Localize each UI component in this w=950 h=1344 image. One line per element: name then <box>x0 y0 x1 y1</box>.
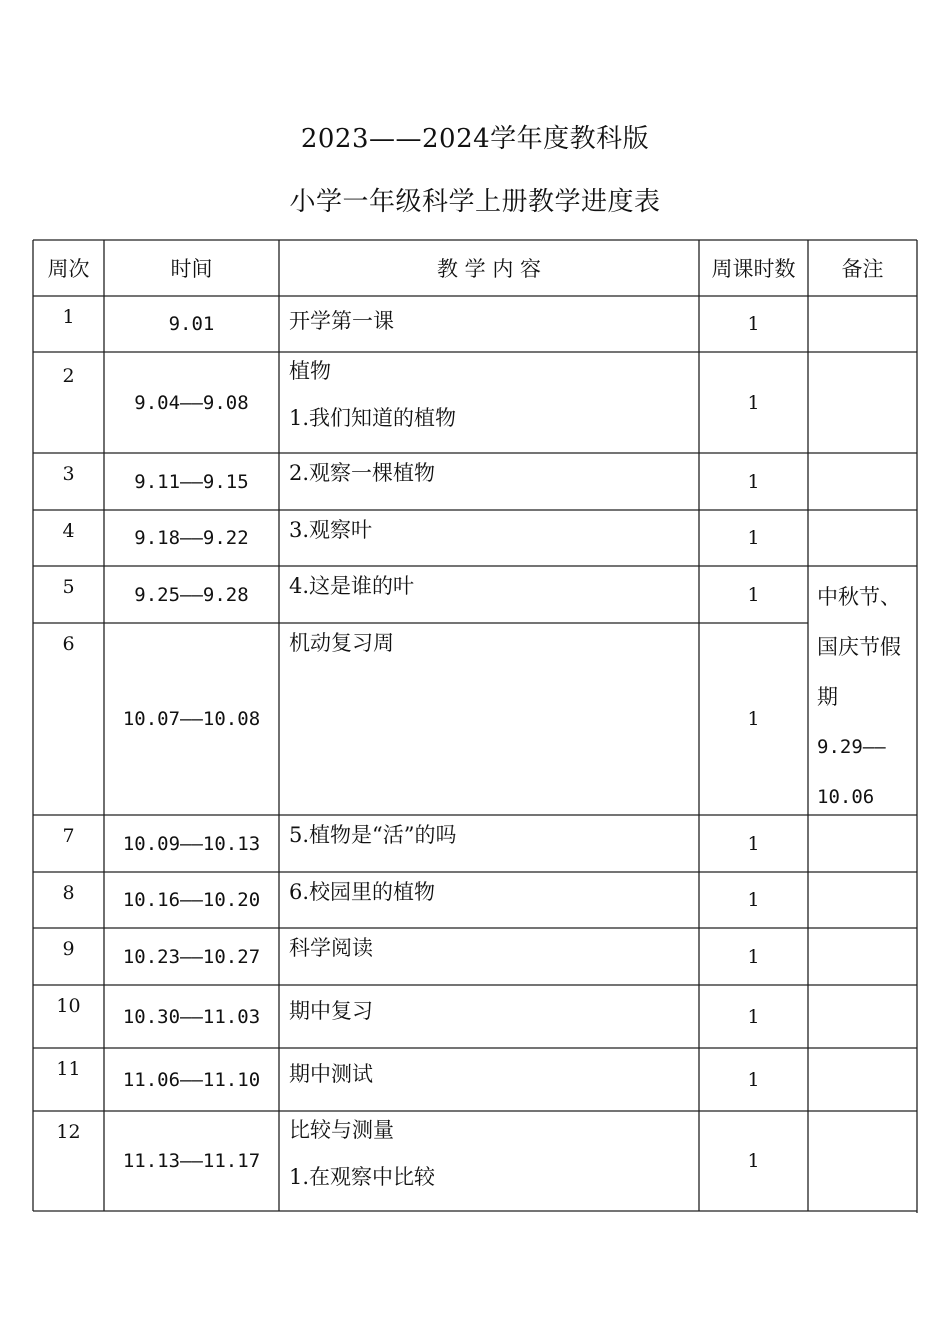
header-week: 周次 <box>47 257 90 281</box>
time-cell: 9.04——9.08 <box>134 391 249 414</box>
content-line: 期中测试 <box>289 1062 373 1086</box>
hours-cell: 1 <box>747 1068 760 1091</box>
content-line: 1.在观察中比较 <box>289 1165 436 1189</box>
note-line: 10.06 <box>817 786 875 808</box>
hours-cell: 1 <box>747 470 760 493</box>
hours-cell: 1 <box>747 313 760 335</box>
week-cell: 6 <box>62 633 75 655</box>
content-line: 比较与测量 <box>289 1118 394 1142</box>
content-cell <box>279 453 699 510</box>
document-title-line1: 2023——2024学年度教科版 <box>300 124 650 154</box>
document-title-line2: 小学一年级科学上册教学进度表 <box>289 187 661 217</box>
content-line: 植物 <box>289 359 331 383</box>
week-cell: 5 <box>62 576 75 598</box>
content-cell <box>279 352 699 453</box>
week-cell: 4 <box>62 520 75 542</box>
week-cell: 1 <box>62 306 75 328</box>
time-cell: 10.30——11.03 <box>122 1005 261 1028</box>
hours-cell: 1 <box>747 527 760 549</box>
hours-cell: 1 <box>747 708 760 730</box>
content-line: 4.这是谁的叶 <box>289 574 415 598</box>
content-line: 2.观察一棵植物 <box>289 461 436 485</box>
content-cell <box>279 296 699 352</box>
header-note: 备注 <box>841 257 884 281</box>
header-content: 教 学 内 容 <box>436 257 542 281</box>
content-line: 6.校园里的植物 <box>289 880 436 904</box>
content-cell <box>279 928 699 985</box>
time-cell: 9.18——9.22 <box>134 527 249 549</box>
week-cell: 7 <box>62 825 75 847</box>
content-line: 期中复习 <box>289 999 373 1023</box>
content-cell <box>279 1111 699 1211</box>
time-cell: 9.11——9.15 <box>134 470 249 493</box>
header-hours: 周课时数 <box>711 257 796 281</box>
time-cell: 10.23——10.27 <box>122 945 261 968</box>
content-cell <box>279 872 699 928</box>
note-line: 期 <box>817 685 838 709</box>
content-cell <box>279 510 699 566</box>
content-cell <box>279 1048 699 1111</box>
time-cell: 11.06——11.10 <box>122 1068 261 1091</box>
hours-cell: 1 <box>747 583 760 606</box>
time-cell: 10.09——10.13 <box>122 832 261 855</box>
time-cell: 9.25——9.28 <box>134 583 249 606</box>
hours-cell: 1 <box>747 1150 760 1172</box>
content-line: 3.观察叶 <box>289 518 373 542</box>
week-cell: 10 <box>56 995 81 1017</box>
content-cell <box>279 623 699 815</box>
week-cell: 9 <box>62 938 75 960</box>
hours-cell: 1 <box>747 945 760 968</box>
time-cell: 10.16——10.20 <box>122 889 261 911</box>
content-cell <box>279 985 699 1048</box>
time-cell: 9.01 <box>168 313 215 335</box>
hours-cell: 1 <box>747 832 760 855</box>
hours-cell: 1 <box>747 889 760 911</box>
note-line: 国庆节假 <box>817 635 901 659</box>
time-cell: 10.07——10.08 <box>122 708 261 730</box>
content-cell <box>279 566 699 623</box>
week-cell: 2 <box>62 365 75 387</box>
week-cell: 12 <box>56 1121 81 1143</box>
week-cell: 8 <box>62 882 75 904</box>
hours-cell: 1 <box>747 1005 760 1028</box>
week-cell: 3 <box>62 463 75 485</box>
hours-cell: 1 <box>747 391 760 414</box>
header-time: 时间 <box>170 257 213 281</box>
time-cell: 11.13——11.17 <box>122 1150 261 1172</box>
week-cell: 11 <box>56 1058 81 1080</box>
content-line: 1.我们知道的植物 <box>289 406 457 430</box>
content-cell <box>279 815 699 872</box>
holiday-note <box>808 566 917 815</box>
content-line: 科学阅读 <box>289 936 373 960</box>
content-line: 5.植物是“活”的吗 <box>289 823 457 847</box>
note-line: 中秋节、 <box>817 585 901 609</box>
content-line: 开学第一课 <box>289 309 394 333</box>
content-line: 机动复习周 <box>289 631 394 655</box>
note-line: 9.29—— <box>817 736 886 758</box>
